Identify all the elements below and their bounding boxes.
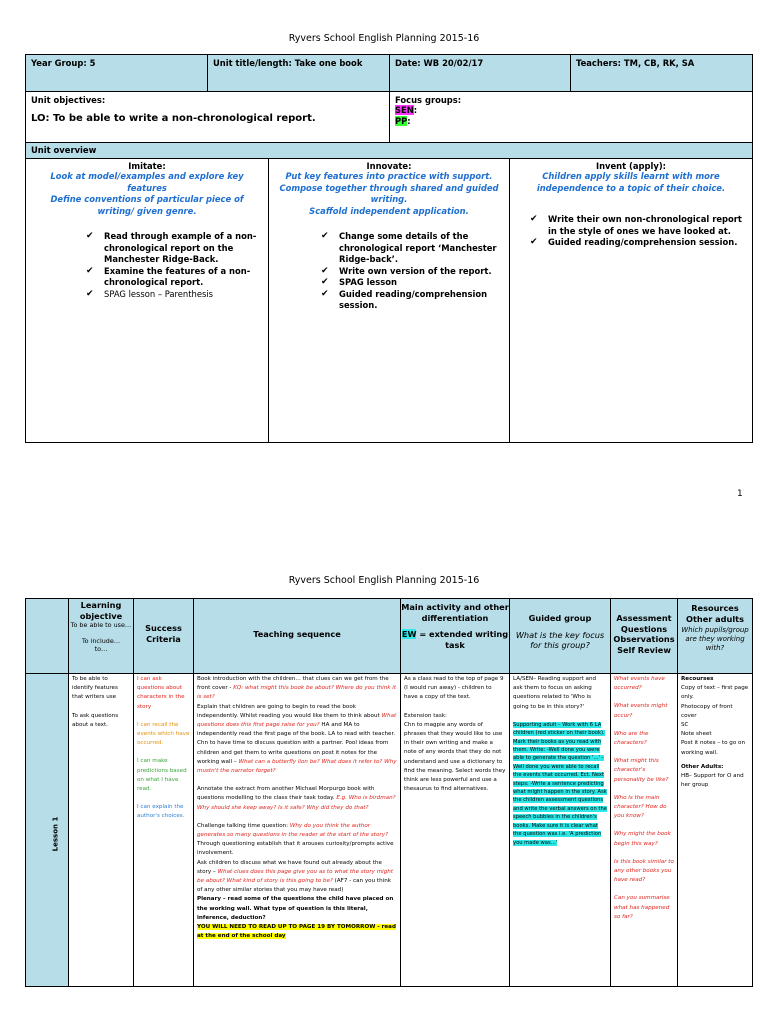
pp-label: PP: [395, 116, 408, 126]
sen-label: SEN: [395, 105, 414, 115]
unit-objectives-cell: [25, 91, 390, 143]
innovate-sub-2: Compose together through shared and guided writing.: [279, 182, 499, 204]
main-activity-text: Chn to magpie any words of phrases that they would like to use in their own writing and make a note of any words that they do not understand and use a dictionary to find the meaning. Select words they think are less powerful and use a thesaurus to find alternatives.: [404, 721, 506, 793]
teaching-text: Annotate the extract from another Michael Morpurgo book with questions modelling to the class their task today.: [197, 786, 375, 802]
teaching-text: (AF7 - can you think of any other similar stories that you may have read): [197, 878, 391, 894]
sc-item: I can explain the author's choices.: [137, 804, 185, 820]
imitate-sub-1: Look at model/examples and explore key features: [50, 171, 244, 193]
innovate-heading: Innovate:: [366, 161, 412, 171]
main-activity-text: Extension task:: [404, 712, 447, 719]
teaching-text: Chn to have time to discuss question with a partner. Pool ideas from children and get them to write questions on post it notes for the working wall –: [197, 740, 389, 765]
teaching-reminder: YOU WILL NEED TO READ UP TO PAGE 19 BY TOMORROW - read at the end of the school day: [197, 924, 396, 940]
teaching-question: E.g. Who is birdman? Why should she keep away? Is it safe? Why did they do that?: [197, 795, 396, 811]
innovate-sub-3: Scaffold independent application.: [309, 205, 469, 216]
lo-sub-1: To be able to use…: [70, 621, 132, 629]
teaching-text: Explain that children are going to begin to read the book independently. Whilst reading you would like them to think about: [197, 703, 382, 719]
focus-groups-label: Focus groups:: [395, 95, 462, 105]
teaching-question: Why do you think the author generates so many questions in the reader at the start of the story?: [197, 822, 388, 839]
main-activity-heading: Main activity and other differentiation: [401, 602, 509, 623]
learning-objective-heading: Learning objective: [79, 600, 123, 621]
resource-item: Post it notes – to go on working wall.: [681, 740, 745, 756]
page-number: 1: [737, 489, 743, 499]
date-cell: Date: WB 20/02/17: [389, 54, 571, 92]
lo-sub-3: to…: [94, 645, 108, 653]
assessment-question: Who are the characters?: [614, 730, 649, 747]
lesson-label: Lesson 1: [51, 816, 60, 852]
innovate-item: ✔ SPAG lesson: [319, 277, 501, 289]
lesson-label-cell: [25, 673, 69, 987]
focus-groups-cell: [389, 91, 753, 143]
assessment-question: What events might occur?: [614, 703, 668, 719]
sc-item: I can recall the events which have occurred.: [137, 721, 190, 747]
teachers-cell: Teachers: TM, CB, RK, SA: [570, 54, 753, 92]
ew-label: EW: [401, 629, 417, 639]
guided-group-cell: [509, 673, 611, 987]
innovate-column: [268, 158, 510, 443]
teaching-text: Through questioning establish that it arouses curiosity/prompts active involvement.: [197, 841, 394, 857]
invent-item: ✔ Guided reading/comprehension session.: [528, 237, 746, 249]
invent-item: ✔ Write their own non-chronological report in the style of ones we have looked at.: [528, 214, 746, 237]
assessment-cell: [610, 673, 678, 987]
resources-list-heading: Recourses: [681, 676, 714, 682]
sc-item: I can ask questions about characters in the story: [137, 676, 185, 710]
assessment-question: Can you summarise what has happened so far?: [614, 895, 670, 920]
ew-rest: = extended writing task: [416, 629, 509, 650]
imitate-sub-2: Define conventions of particular piece of writing/ given genre.: [50, 194, 244, 216]
invent-sub-1: Children apply skills learnt with more independence to a topic of their choice.: [536, 171, 726, 193]
learning-objective-header: [68, 598, 134, 674]
resource-item: Copy of text – first page only.: [681, 685, 749, 701]
teaching-question: KQ: what might this book be about? Where do you think it is set?: [197, 685, 397, 701]
resource-item: SC: [681, 722, 689, 729]
guided-supporting-adult: Supporting adult – Work with 6 LA children (red sticker on their book). Mark their books as you read with them. Write: -Well done you were able to generate the question '…' -Well done you were able to recall the events that occurred. Ect. Next steps: -Write a sentence predicting what might happen in the story. Ask the children assessment questions and write the verbal answers on the speech bubbles in the children's books. Make sure it is clear what the question was i.e. 'A prediction you made was…': [513, 721, 607, 846]
imitate-item: ✔ Examine the features of a non-chronological report.: [84, 266, 260, 289]
teaching-text: HA and MA to independently read the first page of the book. LA to read with teacher.: [197, 722, 396, 738]
resources-cell: [677, 673, 753, 987]
unit-title-cell: Unit title/length: Take one book: [207, 54, 390, 92]
assessment-question: What events have occurred?: [614, 676, 665, 692]
other-adults-text: HB– Support for O and her group: [681, 773, 744, 789]
main-activity-cell: [400, 673, 510, 987]
year-group-cell: Year Group: 5: [25, 54, 208, 92]
lesson-header-blank: [25, 598, 69, 674]
innovate-sub-1: Put key features into practice with support.: [285, 171, 493, 181]
assessment-question: Is this book similar to any other books you have read?: [614, 858, 674, 884]
teaching-question: What questions does this first page raise for you?: [197, 712, 397, 729]
lo-sub-2: To include…: [81, 637, 121, 645]
teaching-text: Ask children to discuss what we have found out already about the story –: [197, 859, 382, 875]
success-criteria-header: Success Criteria: [133, 598, 194, 674]
innovate-item: ✔ Guided reading/comprehension session.: [319, 289, 501, 312]
page-1-title: Ryvers School English Planning 2015-16: [288, 33, 480, 44]
teaching-sequence-header: Teaching sequence: [193, 598, 401, 674]
success-criteria-cell: [133, 673, 194, 987]
resources-header: [677, 598, 753, 674]
imitate-item: ✔ Read through example of a non-chronological report on the Manchester Ridge-Back.: [84, 231, 260, 266]
unit-objectives-label: Unit objectives:: [31, 95, 106, 105]
imitate-column: [25, 158, 269, 443]
lo-text: To be able to identify features that writers use: [72, 676, 118, 701]
main-activity-text: As a class read to the top of page 9 (I would run away) - children to have a copy of the text.: [404, 676, 504, 701]
teaching-text: Challenge talking time question:: [197, 822, 290, 829]
resource-item: Note sheet: [681, 731, 712, 738]
invent-heading: Invent (apply):: [595, 161, 667, 171]
sen-colon: :: [413, 105, 418, 115]
imitate-heading: Imitate:: [128, 161, 166, 171]
unit-overview-label: Unit overview: [25, 142, 753, 159]
resources-sub: Which pupils/group are they working with?: [681, 626, 749, 652]
teaching-question: What can a butterfly lion be? What does it refer to? Why mustn't the narrator forget?: [197, 758, 397, 775]
lo-text: To ask questions about a text.: [72, 712, 119, 728]
learning-objective-cell: [68, 673, 134, 987]
page-2-title: Ryvers School English Planning 2015-16: [288, 575, 480, 586]
teaching-text: Book introduction with the children… that clues can we get from the front cover -: [197, 676, 389, 692]
innovate-item: ✔ Change some details of the chronological report ‘Manchester Ridge-back’.: [319, 231, 501, 266]
guided-group-header: [509, 598, 611, 674]
teaching-question: What clues does this page give you as to what the story might be about? What kind of story is this going to be?: [197, 868, 394, 885]
main-activity-header: [400, 598, 510, 674]
resource-item: Photocopy of front cover: [681, 703, 733, 719]
assessment-question: Who is the main character? How do you know?: [614, 794, 667, 820]
invent-column: [509, 158, 753, 443]
assessment-question: Why might the book begin this way?: [614, 831, 671, 847]
guided-group-heading: Guided group: [528, 613, 592, 623]
lo-text: LO: To be able to write a non-chronological report.: [31, 113, 316, 124]
sc-item: I can make predictions based on what I have read.: [137, 758, 187, 793]
resources-heading: Resources Other adults: [686, 603, 744, 624]
imitate-item: ✔ SPAG lesson – Parenthesis: [84, 289, 260, 301]
guided-group-sub: What is the key focus for this group?: [515, 629, 605, 650]
teaching-plenary: Plenary – read some of the questions the child have placed on the working wall. What type of question is this literal, inference, deduction?: [197, 896, 394, 921]
other-adults-heading: Other Adults:: [681, 763, 724, 770]
innovate-item: ✔ Write own version of the report.: [319, 266, 501, 278]
assessment-question: What might this character's personality be like?: [614, 758, 669, 783]
assessment-header: Assessment Questions Observations Self Review: [610, 598, 678, 674]
guided-text: LA/SEN– Reading support and ask them to focus on asking questions related to 'Who is going to be in this story?': [513, 676, 597, 710]
teaching-sequence-cell: [193, 673, 401, 987]
pp-colon: :: [407, 116, 411, 126]
